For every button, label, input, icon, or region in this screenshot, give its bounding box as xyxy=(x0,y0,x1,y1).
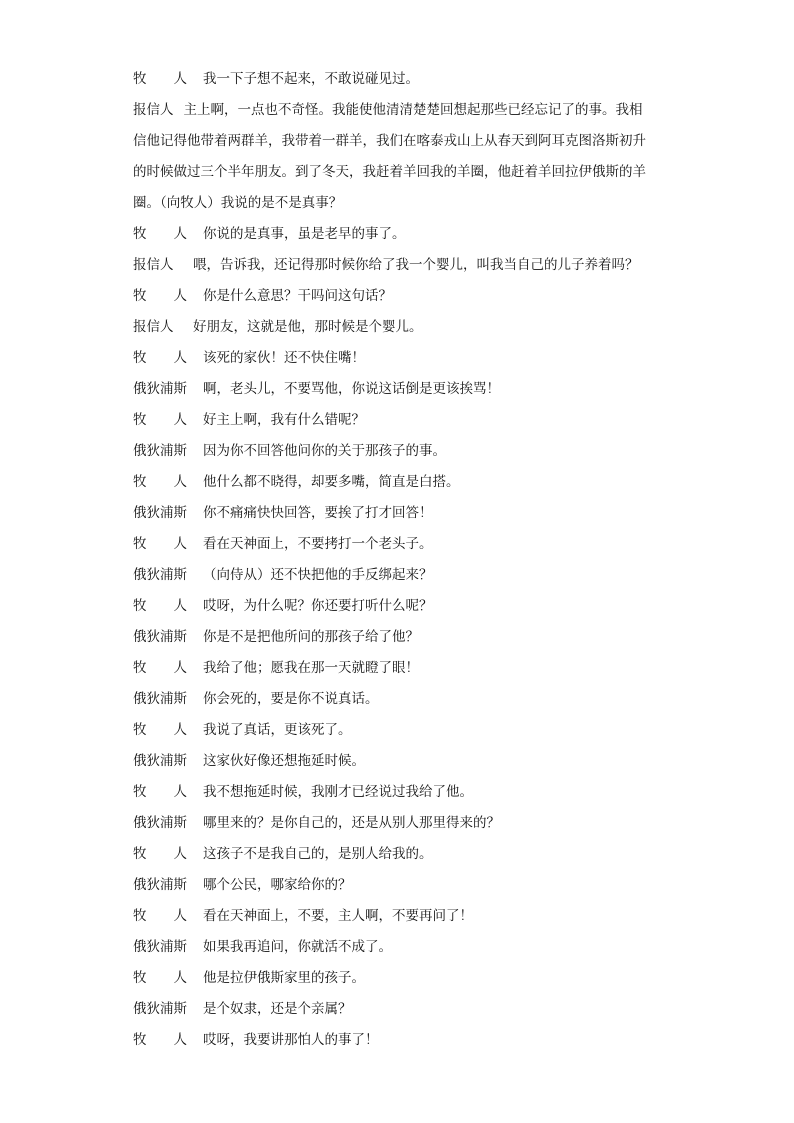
dialogue-line xyxy=(133,870,663,901)
dialogue-line xyxy=(133,994,663,1025)
dialogue-line xyxy=(133,250,663,281)
speaker-name: 牧 人 xyxy=(133,1032,187,1048)
dialogue-continuation: 信他记得他带着两群羊，我带着一群羊，我们在喀泰戎山上从春天到阿耳克图洛斯初升 xyxy=(133,133,646,149)
speaker-name: 报信人 xyxy=(133,257,174,273)
dialogue-line xyxy=(133,64,663,95)
dialogue-text: 看在天神面上，不要，主人啊，不要再问了！ xyxy=(203,908,473,924)
dialogue-text: 你不痛痛快快回答，要挨了打才回答！ xyxy=(203,505,433,521)
dialogue-text: 啊，老头儿，不要骂他，你说这话倒是更该挨骂！ xyxy=(203,381,500,397)
speaker-name: 俄狄浦斯 xyxy=(133,1001,187,1017)
dialogue-continuation: 圈。（向牧人）我说的是不是真事？ xyxy=(133,195,343,211)
speaker-name: 俄狄浦斯 xyxy=(133,629,187,645)
speaker-name: 俄狄浦斯 xyxy=(133,939,187,955)
speaker-name: 牧 人 xyxy=(133,598,187,614)
dialogue-text: 你说的是真事，虽是老早的事了。 xyxy=(203,226,406,242)
speaker-name: 牧 人 xyxy=(133,908,187,924)
dialogue-text: 他什么都不晓得，却要多嘴，简直是白搭。 xyxy=(203,474,460,490)
dialogue-text: 他是拉伊俄斯家里的孩子。 xyxy=(203,970,365,986)
dialogue-text: 哪个公民，哪家给你的？ xyxy=(203,877,352,893)
dialogue-line xyxy=(133,436,663,467)
dialogue-paragraph xyxy=(133,95,663,219)
speaker-name: 俄狄浦斯 xyxy=(133,443,187,459)
dialogue-line xyxy=(133,808,663,839)
dialogue-line xyxy=(133,963,663,994)
dialogue-line xyxy=(133,560,663,591)
dialogue-text: 因为你不回答他问你的关于那孩子的事。 xyxy=(203,443,446,459)
dialogue-text: 该死的家伙！还不快住嘴！ xyxy=(203,350,365,366)
dialogue-line xyxy=(133,839,663,870)
speaker-name: 俄狄浦斯 xyxy=(133,505,187,521)
dialogue-line xyxy=(133,591,663,622)
dialogue-line xyxy=(133,684,663,715)
dialogue-line xyxy=(133,467,663,498)
dialogue-continuation: 的时候做过三个半年朋友。到了冬天，我赶着羊回我的羊圈，他赶着羊回拉伊俄斯的羊 xyxy=(133,164,646,180)
dialogue-line xyxy=(133,653,663,684)
speaker-name: 牧 人 xyxy=(133,288,187,304)
speaker-name: 俄狄浦斯 xyxy=(133,381,187,397)
dialogue-line xyxy=(133,1025,663,1056)
dialogue-text: 你是什么意思？干吗问这句话？ xyxy=(203,288,392,304)
speaker-name: 牧 人 xyxy=(133,722,187,738)
dialogue-text: 我说了真话，更该死了。 xyxy=(203,722,352,738)
dialogue-text: 哎呀，为什么呢？你还要打听什么呢？ xyxy=(203,598,433,614)
dialogue-line xyxy=(133,777,663,808)
dialogue-text: 我不想拖延时候，我刚才已经说过我给了他。 xyxy=(203,784,473,800)
dialogue-text: 主上啊，一点也不奇怪。我能使他清清楚楚回想起那些已经忘记了的事。我相 xyxy=(183,102,643,118)
dialogue-line xyxy=(133,219,663,250)
speaker-name: 俄狄浦斯 xyxy=(133,753,187,769)
dialogue-text: 好主上啊，我有什么错呢？ xyxy=(203,412,365,428)
dialogue-text: 哪里来的？是你自己的，还是从别人那里得来的？ xyxy=(203,815,500,831)
dialogue-text: 你会死的，要是你不说真话。 xyxy=(203,691,379,707)
dialogue-text: 看在天神面上，不要拷打一个老头子。 xyxy=(203,536,433,552)
dialogue-line xyxy=(133,312,663,343)
dialogue-text: 哎呀，我要讲那怕人的事了！ xyxy=(203,1032,379,1048)
speaker-name: 报信人 xyxy=(133,102,174,118)
speaker-name: 牧 人 xyxy=(133,71,187,87)
dialogue-text: 喂，告诉我，还记得那时候你给了我一个婴儿，叫我当自己的儿子养着吗？ xyxy=(193,257,639,273)
dialogue-line xyxy=(133,746,663,777)
speaker-name: 牧 人 xyxy=(133,846,187,862)
dialogue-text: 这孩子不是我自己的，是别人给我的。 xyxy=(203,846,433,862)
dialogue-line xyxy=(133,622,663,653)
dialogue-text: 你是不是把他所问的那孩子给了他？ xyxy=(203,629,419,645)
speaker-name: 牧 人 xyxy=(133,474,187,490)
dialogue-line xyxy=(133,281,663,312)
speaker-name: 牧 人 xyxy=(133,350,187,366)
speaker-name: 俄狄浦斯 xyxy=(133,877,187,893)
document-page xyxy=(133,64,663,1056)
dialogue-text: 如果我再追问，你就活不成了。 xyxy=(203,939,392,955)
dialogue-line xyxy=(133,343,663,374)
dialogue-line xyxy=(133,901,663,932)
dialogue-text: （向侍从）还不快把他的手反绑起来？ xyxy=(203,567,433,583)
speaker-name: 俄狄浦斯 xyxy=(133,691,187,707)
speaker-name: 牧 人 xyxy=(133,412,187,428)
dialogue-line xyxy=(133,405,663,436)
dialogue-line xyxy=(133,498,663,529)
speaker-name: 牧 人 xyxy=(133,784,187,800)
dialogue-text: 这家伙好像还想拖延时候。 xyxy=(203,753,365,769)
speaker-name: 牧 人 xyxy=(133,660,187,676)
dialogue-text: 是个奴隶，还是个亲属？ xyxy=(203,1001,352,1017)
dialogue-text: 我给了他；愿我在那一天就瞪了眼！ xyxy=(203,660,419,676)
speaker-name: 俄狄浦斯 xyxy=(133,567,187,583)
dialogue-text: 好朋友，这就是他，那时候是个婴儿。 xyxy=(193,319,423,335)
dialogue-text: 我一下子想不起来，不敢说碰见过。 xyxy=(203,71,419,87)
speaker-name: 牧 人 xyxy=(133,970,187,986)
speaker-name: 俄狄浦斯 xyxy=(133,815,187,831)
dialogue-line xyxy=(133,374,663,405)
speaker-name: 牧 人 xyxy=(133,226,187,242)
dialogue-line xyxy=(133,932,663,963)
speaker-name: 牧 人 xyxy=(133,536,187,552)
dialogue-line xyxy=(133,715,663,746)
speaker-name: 报信人 xyxy=(133,319,174,335)
dialogue-line xyxy=(133,529,663,560)
